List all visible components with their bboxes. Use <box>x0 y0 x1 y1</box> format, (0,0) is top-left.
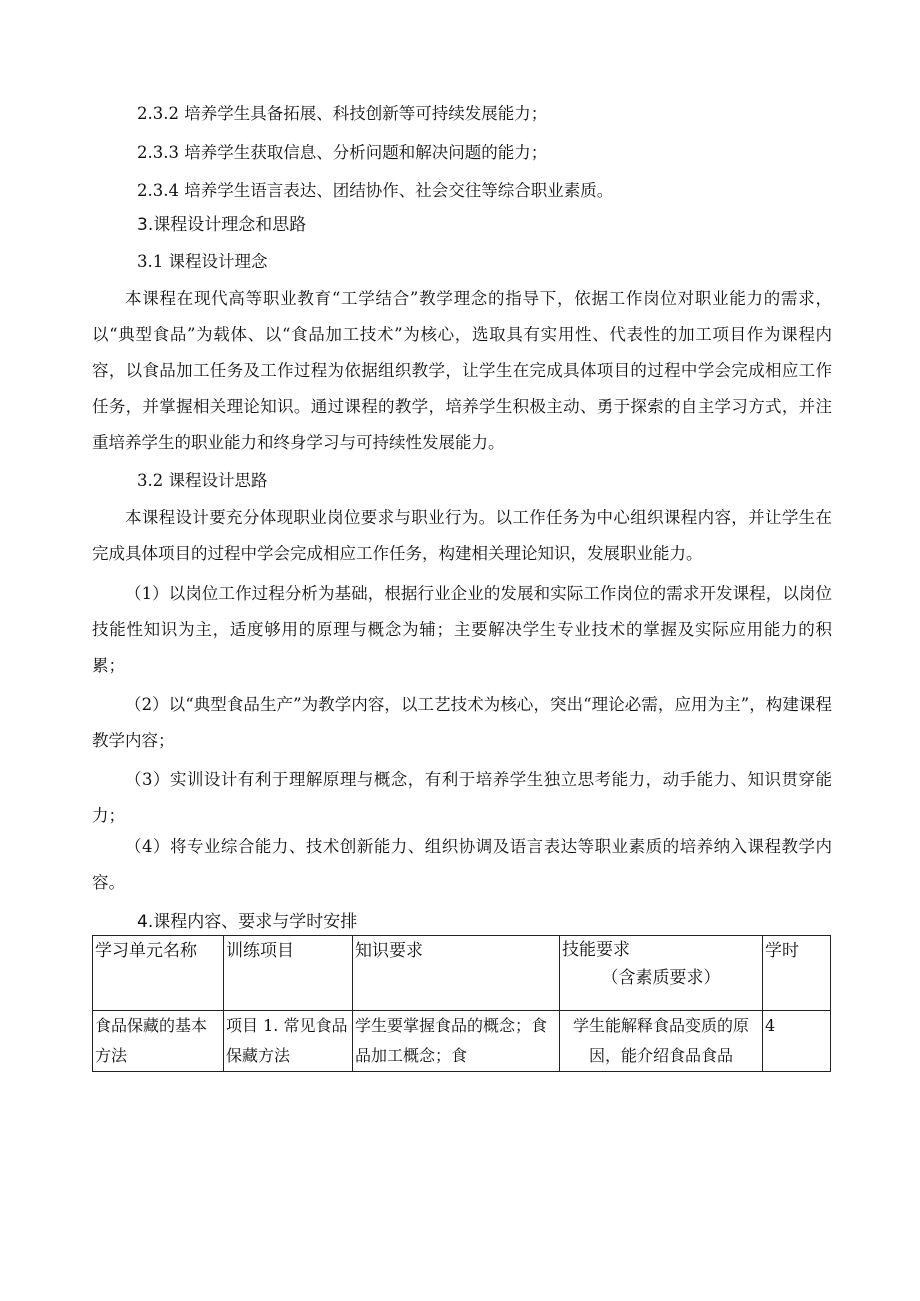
section-3-2-title: 3.2 课程设计思路 <box>137 471 268 490</box>
header-skill <box>560 936 763 1011</box>
table-header-row <box>93 936 831 1011</box>
design-point-3: （3）实训设计有利于理解原理与概念，有利于培养学生独立思考能力，动手能力、知识贯穿能力； <box>92 770 832 825</box>
header-project: 训练项目 <box>224 936 353 1011</box>
course-content-table <box>92 935 831 1072</box>
design-point-1: （1）以岗位工作过程分析为基础，根据行业企业的发展和实际工作岗位的需求开发课程，以岗位技能性知识为主，适度够用的原理与概念为辅；主要解决学生专业技术的掌握及实际应用能力的积累； <box>92 584 832 675</box>
design-point-2: （2）以“典型食品生产”为教学内容，以工艺技术为核心，突出“理论必需，应用为主”，构建课程教学内容； <box>92 695 832 750</box>
table-row <box>93 1011 831 1072</box>
header-unit: 学习单元名称 <box>93 936 224 1011</box>
cell-skill: 学生能解释食品变质的原因，能介绍食品食品 <box>560 1011 763 1072</box>
cell-knowledge: 学生要掌握食品的概念；食品加工概念；食 <box>353 1011 560 1072</box>
design-point-4: （4）将专业综合能力、技术创新能力、组织协调及语言表达等职业素质的培养纳入课程教学内容。 <box>92 837 832 892</box>
section-3-1-title: 3.1 课程设计理念 <box>137 252 268 271</box>
cell-hours: 4 <box>763 1011 831 1072</box>
section-3-2-body: 本课程设计要充分体现职业岗位要求与职业行为。以工作任务为中心组织课程内容，并让学生在完成具体项目的过程中学会完成相应工作任务，构建相关理论知识，发展职业能力。 <box>92 508 832 563</box>
section-4-title: 4.课程内容、要求与学时安排 <box>137 912 358 932</box>
section-3-title: 3.课程设计理念和思路 <box>137 215 307 235</box>
goal-2-3-4: 2.3.4 培养学生语言表达、团结协作、社会交往等综合职业素质。 <box>137 181 614 200</box>
section-3-1-body: 本课程在现代高等职业教育“工学结合”教学理念的指导下，依据工作岗位对职业能力的需求，以“典型食品”为载体、以“食品加工技术”为核心，选取具有实用性、代表性的加工项目作为课程内容，以食品加工任务及工作过程为依据组织教学，让学生在完成具体项目的过程中学会完成相应工作任务，并掌握相关理论知识。通过课程的教学，培养学生积极主动、勇于探索的自主学习方式，并注重培养学生的职业能力和终身学习与可持续性发展能力。 <box>92 289 832 452</box>
header-knowledge: 知识要求 <box>353 936 560 1011</box>
goal-2-3-2: 2.3.2 培养学生具备拓展、科技创新等可持续发展能力； <box>137 104 548 123</box>
header-hours: 学时 <box>763 936 831 1011</box>
goal-2-3-3: 2.3.3 培养学生获取信息、分析问题和解决问题的能力； <box>137 143 548 162</box>
header-skill-sub: （含素质要求） <box>601 968 721 988</box>
cell-project: 项目 1. 常见食品保藏方法 <box>224 1011 353 1072</box>
cell-unit: 食品保藏的基本方法 <box>93 1011 224 1072</box>
header-skill-label: 技能要求 <box>562 940 630 960</box>
